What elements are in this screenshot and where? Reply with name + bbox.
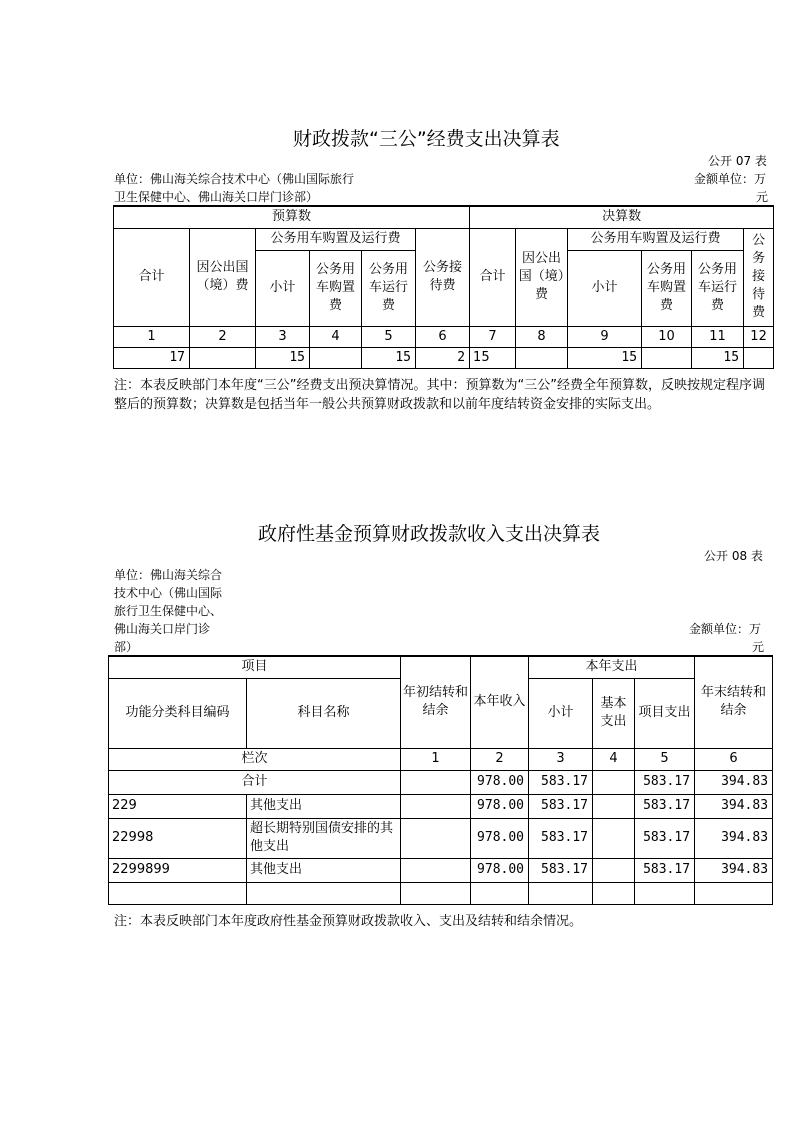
table-row-empty [109, 882, 773, 904]
table2-unit-line: 单位：佛山海关综合 [114, 568, 223, 582]
table1-group-budget: 预算数 [114, 206, 470, 228]
table2-code: 2299899 [109, 858, 247, 882]
table2-colnum: 3 [529, 748, 593, 770]
table1-colnum: 3 [256, 326, 310, 347]
table1-col-reception: 公务接待费 [416, 228, 470, 326]
table2-cell [401, 858, 471, 882]
table2-header-income: 本年收入 [471, 656, 529, 748]
table2-header-name: 科目名称 [247, 678, 401, 748]
table2-total-label: 合计 [109, 770, 401, 794]
table1-colnum: 11 [692, 326, 744, 347]
table2-cell: 394.83 [695, 794, 773, 818]
table2-cell: 394.83 [695, 770, 773, 794]
table2-empty-cell [695, 882, 773, 904]
table2-cell [593, 794, 635, 818]
table1-col-abroad: 因公出国（境）费 [190, 228, 256, 326]
table1-colnum: 1 [114, 326, 190, 347]
table2-cell [593, 818, 635, 858]
table2-title: 政府性基金预算财政拨款收入支出决算表 [258, 523, 601, 545]
table1-col-abroad-final: 因公出国（境）费 [516, 228, 568, 326]
table2-empty-cell [471, 882, 529, 904]
table2-header-end: 年末结转和结余 [695, 656, 773, 748]
table2-colnum: 6 [695, 748, 773, 770]
table2-colnum: 1 [401, 748, 471, 770]
table1 [113, 205, 774, 369]
table2-cell: 978.00 [471, 818, 529, 858]
table2-total-row [109, 770, 773, 794]
table1-col-purchase-final: 公务用车购置费 [642, 250, 692, 326]
table1-cell [516, 347, 568, 368]
table1-col-operation-final: 公务用车运行费 [692, 250, 744, 326]
table2-cell: 978.00 [471, 770, 529, 794]
table2-name: 其他支出 [247, 858, 401, 882]
table2-cell [401, 818, 471, 858]
table1-col-subtotal-final: 小计 [568, 250, 642, 326]
table2-empty-cell [635, 882, 695, 904]
table1-col-total: 合计 [114, 228, 190, 326]
table2-cell [401, 794, 471, 818]
table1-sub-vehicle-final: 公务用车购置及运行费 [568, 228, 744, 250]
table2-cell: 394.83 [695, 858, 773, 882]
table2-cell: 583.17 [635, 818, 695, 858]
table2-unit-line: 旅行卫生保健中心、 [114, 604, 223, 618]
table1-cell [744, 347, 774, 368]
table1-col-purchase: 公务用车购置费 [310, 250, 362, 326]
table1-cell: 15 [362, 347, 416, 368]
table2-header-item: 项目 [109, 656, 401, 678]
table2-cell: 394.83 [695, 818, 773, 858]
table1-cell [190, 347, 256, 368]
table2-header-basic: 基本支出 [593, 678, 635, 748]
table1-cell [310, 347, 362, 368]
table1-colnum: 4 [310, 326, 362, 347]
table1-cell: 15 [256, 347, 310, 368]
table2-cell: 978.00 [471, 794, 529, 818]
table2-unit-line: 技术中心（佛山国际 [114, 586, 223, 600]
table1-title: 财政拨款“三公”经费支出决算表 [293, 128, 560, 150]
table1-col-total-final: 合计 [470, 228, 516, 326]
table-row [109, 818, 773, 858]
table2-note: 注：本表反映部门本年度政府性基金预算财政拨款收入、支出及结转和结余情况。 [114, 914, 583, 929]
table1-col-subtotal: 小计 [256, 250, 310, 326]
table1-colnum: 12 [744, 326, 774, 347]
table1-amount-unit-line1: 金额单位：万 [694, 172, 767, 186]
table1-colnum: 7 [470, 326, 516, 347]
table2-amount-unit-line2: 元 [752, 640, 765, 654]
table2-header-project: 项目支出 [635, 678, 695, 748]
table2-header-expense: 本年支出 [529, 656, 695, 678]
table1-sub-vehicle: 公务用车购置及运行费 [256, 228, 416, 250]
table2-empty-cell [593, 882, 635, 904]
table1-note: 注：本表反映部门本年度“三公”经费支出预决算情况。其中：预算数为“三公”经费全年预算数，反映按规定程序调整后的预算数；决算数是包括当年一般公共预算财政拨款和以前年度结转资金安排的实际支出。 [114, 378, 765, 412]
table2-empty-cell [401, 882, 471, 904]
table2 [108, 655, 773, 905]
table2-colnum: 4 [593, 748, 635, 770]
table1-cell: 2 [416, 347, 470, 368]
table-row [109, 794, 773, 818]
table2-empty-cell [247, 882, 401, 904]
table2-name: 超长期特别国债安排的其他支出 [247, 818, 401, 858]
table1-cell [642, 347, 692, 368]
table2-unit-line: 佛山海关口岸门诊 [114, 622, 211, 636]
table2-col-label: 栏次 [109, 748, 401, 770]
table-row [109, 858, 773, 882]
table2-cell: 583.17 [635, 794, 695, 818]
table2-empty-cell [529, 882, 593, 904]
table2-unit [114, 566, 254, 656]
table2-cell [593, 858, 635, 882]
table1-form-code: 公开 07 表 [708, 154, 767, 168]
table2-colnum: 5 [635, 748, 695, 770]
table1-col-reception-final: 公务接待费 [744, 228, 774, 326]
table1-amount-unit-line2: 元 [756, 190, 769, 204]
table1-col-operation: 公务用车运行费 [362, 250, 416, 326]
table2-cell [401, 770, 471, 794]
table1-colnum: 2 [190, 326, 256, 347]
table2-header-subtotal: 小计 [529, 678, 593, 748]
table1-unit-line1: 单位：佛山海关综合技术中心（佛山国际旅行 [114, 172, 355, 186]
table1-cell: 15 [470, 347, 516, 368]
table2-header-code: 功能分类科目编码 [109, 678, 247, 748]
table2-cell [593, 770, 635, 794]
table2-code: 229 [109, 794, 247, 818]
table1-colnum: 8 [516, 326, 568, 347]
table2-cell: 583.17 [635, 858, 695, 882]
table2-amount-unit-line1: 金额单位：万 [689, 622, 762, 636]
table2-header-begin: 年初结转和结余 [401, 656, 471, 748]
table2-name: 其他支出 [247, 794, 401, 818]
table1-cell: 17 [114, 347, 190, 368]
table1-colnum: 5 [362, 326, 416, 347]
table2-cell: 583.17 [635, 770, 695, 794]
table2-cell: 583.17 [529, 770, 593, 794]
table2-form-code: 公开 08 表 [704, 549, 763, 563]
table1-colnum: 10 [642, 326, 692, 347]
table2-code: 22998 [109, 818, 247, 858]
table1-cell: 15 [692, 347, 744, 368]
table2-empty-cell [109, 882, 247, 904]
table1-colnum: 6 [416, 326, 470, 347]
table2-cell: 583.17 [529, 858, 593, 882]
table1-colnum: 9 [568, 326, 642, 347]
table2-cell: 978.00 [471, 858, 529, 882]
table1-unit-line2: 卫生保健中心、佛山海关口岸门诊部） [114, 190, 319, 204]
table1-group-final: 决算数 [470, 206, 774, 228]
table2-cell: 583.17 [529, 818, 593, 858]
table1-cell: 15 [568, 347, 642, 368]
table2-unit-line: 部） [114, 640, 139, 654]
table2-colnum: 2 [471, 748, 529, 770]
table2-cell: 583.17 [529, 794, 593, 818]
